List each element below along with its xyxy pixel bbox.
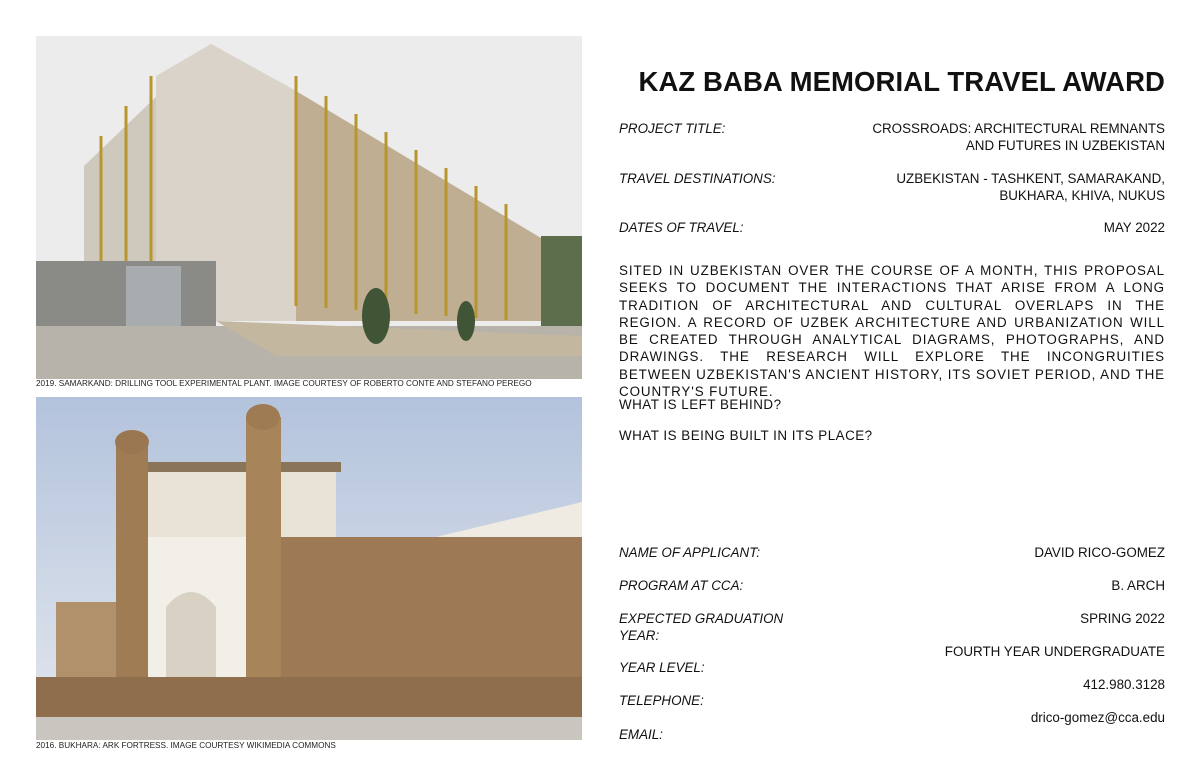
telephone-label: TELEPHONE: — [619, 693, 704, 708]
destinations-value: UZBEKISTAN - TASHKENT, SAMARAKAND, — [896, 171, 1165, 186]
photo-caption: 2016. BUKHARA: ARK FORTRESS. IMAGE COURTESY WIKIMEDIA COMMONS — [36, 741, 336, 750]
project-title-label: PROJECT TITLE: — [619, 121, 726, 136]
destinations-value-line2: BUKHARA, KHIVA, NUKUS — [999, 188, 1165, 203]
name-value: DAVID RICO-GOMEZ — [1034, 545, 1165, 560]
graduation-value: SPRING 2022 — [1080, 611, 1165, 626]
project-title-value: CROSSROADS: ARCHITECTURAL REMNANTS — [872, 121, 1165, 136]
page-title: KAZ BABA MEMORIAL TRAVEL AWARD — [638, 66, 1165, 97]
program-value: B. ARCH — [1111, 578, 1165, 593]
graduation-label: EXPECTED GRADUATION — [619, 611, 784, 626]
photo-bukhara-ark — [36, 397, 582, 740]
email-value: drico-gomez@cca.edu — [1030, 710, 1165, 725]
photo-samarkand-plant — [36, 36, 582, 379]
year-level-label: YEAR LEVEL: — [619, 660, 705, 675]
dates-label: DATES OF TRAVEL: — [619, 220, 744, 235]
graduation-label-line2: YEAR: — [619, 628, 660, 643]
email-label: EMAIL: — [619, 727, 663, 742]
telephone-value: 412.980.3128 — [1083, 677, 1165, 692]
dates-value: MAY 2022 — [1103, 220, 1165, 235]
project-description: SITED IN UZBEKISTAN OVER THE COURSE OF A MONTH, THIS PROPOSAL SEEKS TO DOCUMENT THE INTERACTIONS THAT ARISE FROM A LONG TRADITION OF ARCHITECTURAL AND CULTURAL OVERLAPS IN THE REGION. A RECORD OF UZBEK ARCHITECTURE AND URBANIZATION WILL BE CREATED THROUGH ANALYTICAL DIAGRAMS, PHOTOGRAPHS, AND DRAWINGS. THE RESEARCH WILL EXPLORE THE INCONGRUITIES BETWEEN UZBEKISTAN'S ANCIENT HISTORY, ITS SOVIET PERIOD, AND THE COUNTRY'S FUTURE. — [619, 263, 1165, 400]
question: WHAT IS LEFT BEHIND? — [619, 397, 782, 412]
year-level-value: FOURTH YEAR UNDERGRADUATE — [944, 644, 1165, 659]
name-label: NAME OF APPLICANT: — [619, 545, 761, 560]
program-label: PROGRAM AT CCA: — [619, 578, 744, 593]
photo-caption: 2019. SAMARKAND: DRILLING TOOL EXPERIMENTAL PLANT. IMAGE COURTESY OF ROBERTO CONTE AND STEFANO PEREGO — [36, 379, 532, 388]
question: WHAT IS BEING BUILT IN ITS PLACE? — [619, 428, 873, 443]
project-title-value-line2: AND FUTURES IN UZBEKISTAN — [965, 138, 1165, 153]
destinations-label: TRAVEL DESTINATIONS: — [619, 171, 776, 186]
